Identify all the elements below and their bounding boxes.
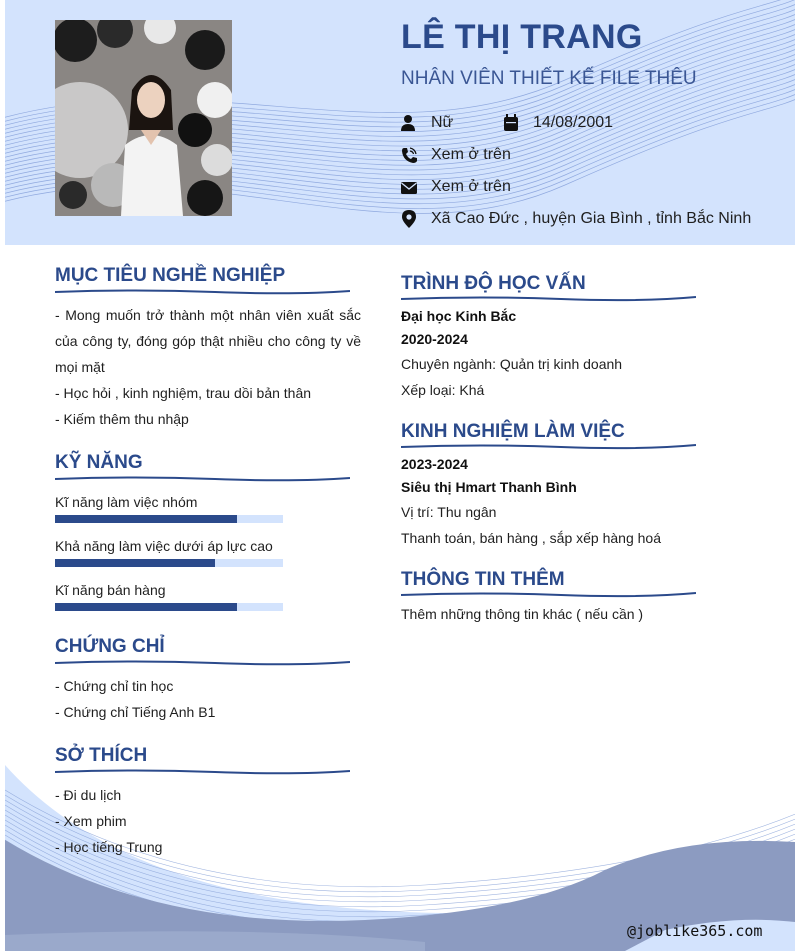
experience-period: 2023-2024 — [401, 456, 468, 472]
hobby-item: - Xem phim — [55, 813, 127, 829]
experience-title-underline — [401, 442, 696, 450]
user-icon — [401, 114, 417, 132]
skills-title: KỸ NĂNG — [55, 452, 143, 473]
certificates-title-underline — [55, 659, 350, 667]
objective-paragraph: - Mong muốn trở thành một nhân viên xuất sắc của công ty, đóng góp thật nhiều cho công ty về mọi mặt — [55, 307, 361, 375]
birthdate-value: 14/08/2001 — [533, 114, 614, 131]
certificate-item: - Chứng chỉ Tiếng Anh B1 — [55, 704, 216, 720]
hobbies-title: SỞ THÍCH — [55, 745, 148, 766]
additional-title-underline — [401, 590, 696, 598]
experience-position: Vị trí: Thu ngân — [401, 504, 497, 520]
hobbies-title-underline — [55, 768, 350, 776]
experience-title: KINH NGHIỆM LÀM VIỆC — [401, 421, 625, 442]
phone-value: Xem ở trên — [431, 146, 511, 163]
additional-title: THÔNG TIN THÊM — [401, 569, 565, 590]
objective-line: - Kiếm thêm thu nhập — [55, 411, 189, 427]
education-grade: Xếp loại: Khá — [401, 382, 485, 398]
hobby-item: - Học tiếng Trung — [55, 839, 163, 855]
objective-title-underline — [55, 288, 350, 296]
cv-page — [5, 0, 795, 951]
calendar-icon — [503, 114, 519, 132]
experience-duties: Thanh toán, bán hàng , sắp xếp hàng hoá — [401, 530, 661, 546]
education-title-underline — [401, 294, 696, 302]
skill-bar-fill — [55, 515, 237, 523]
gender-value: Nữ — [431, 114, 454, 131]
hobby-item: - Đi du lịch — [55, 787, 122, 803]
skill-bar-track — [55, 603, 283, 611]
map-marker-icon — [401, 210, 417, 228]
skill-label: Khả năng làm việc dưới áp lực cao — [55, 538, 273, 554]
certificates-title: CHỨNG CHỈ — [55, 636, 165, 657]
watermark-text: @joblike365.com — [627, 922, 763, 940]
email-value: Xem ở trên — [431, 178, 511, 195]
education-period: 2020-2024 — [401, 331, 468, 347]
education-major: Chuyên ngành: Quản trị kinh doanh — [401, 356, 623, 372]
objective-title: MỤC TIÊU NGHỀ NGHIỆP — [55, 265, 286, 286]
skills-title-underline — [55, 475, 350, 483]
skill-label: Kĩ năng làm việc nhóm — [55, 494, 198, 510]
header-banner — [5, 0, 795, 245]
envelope-icon — [401, 178, 417, 196]
certificate-item: - Chứng chỉ tin học — [55, 678, 174, 694]
skill-bar-fill — [55, 559, 215, 567]
profile-photo — [55, 20, 232, 216]
job-title: NHÂN VIÊN THIẾT KẾ FILE THÊU — [401, 68, 697, 89]
skill-bar-fill — [55, 603, 237, 611]
skill-label: Kĩ năng bán hàng — [55, 582, 166, 598]
phone-icon — [401, 146, 417, 164]
education-title: TRÌNH ĐỘ HỌC VẤN — [401, 273, 586, 294]
address-value: Xã Cao Đức , huyện Gia Bình , tỉnh Bắc Ninh — [431, 210, 752, 227]
candidate-name: LÊ THỊ TRANG — [401, 18, 643, 56]
experience-company: Siêu thị Hmart Thanh Bình — [401, 479, 577, 495]
objective-line: - Học hỏi , kinh nghiệm, trau dồi bản thân — [55, 385, 312, 401]
education-school: Đại học Kinh Bắc — [401, 308, 517, 324]
additional-text: Thêm những thông tin khác ( nếu cần ) — [401, 606, 644, 622]
skill-bar-track — [55, 515, 283, 523]
skill-bar-track — [55, 559, 283, 567]
